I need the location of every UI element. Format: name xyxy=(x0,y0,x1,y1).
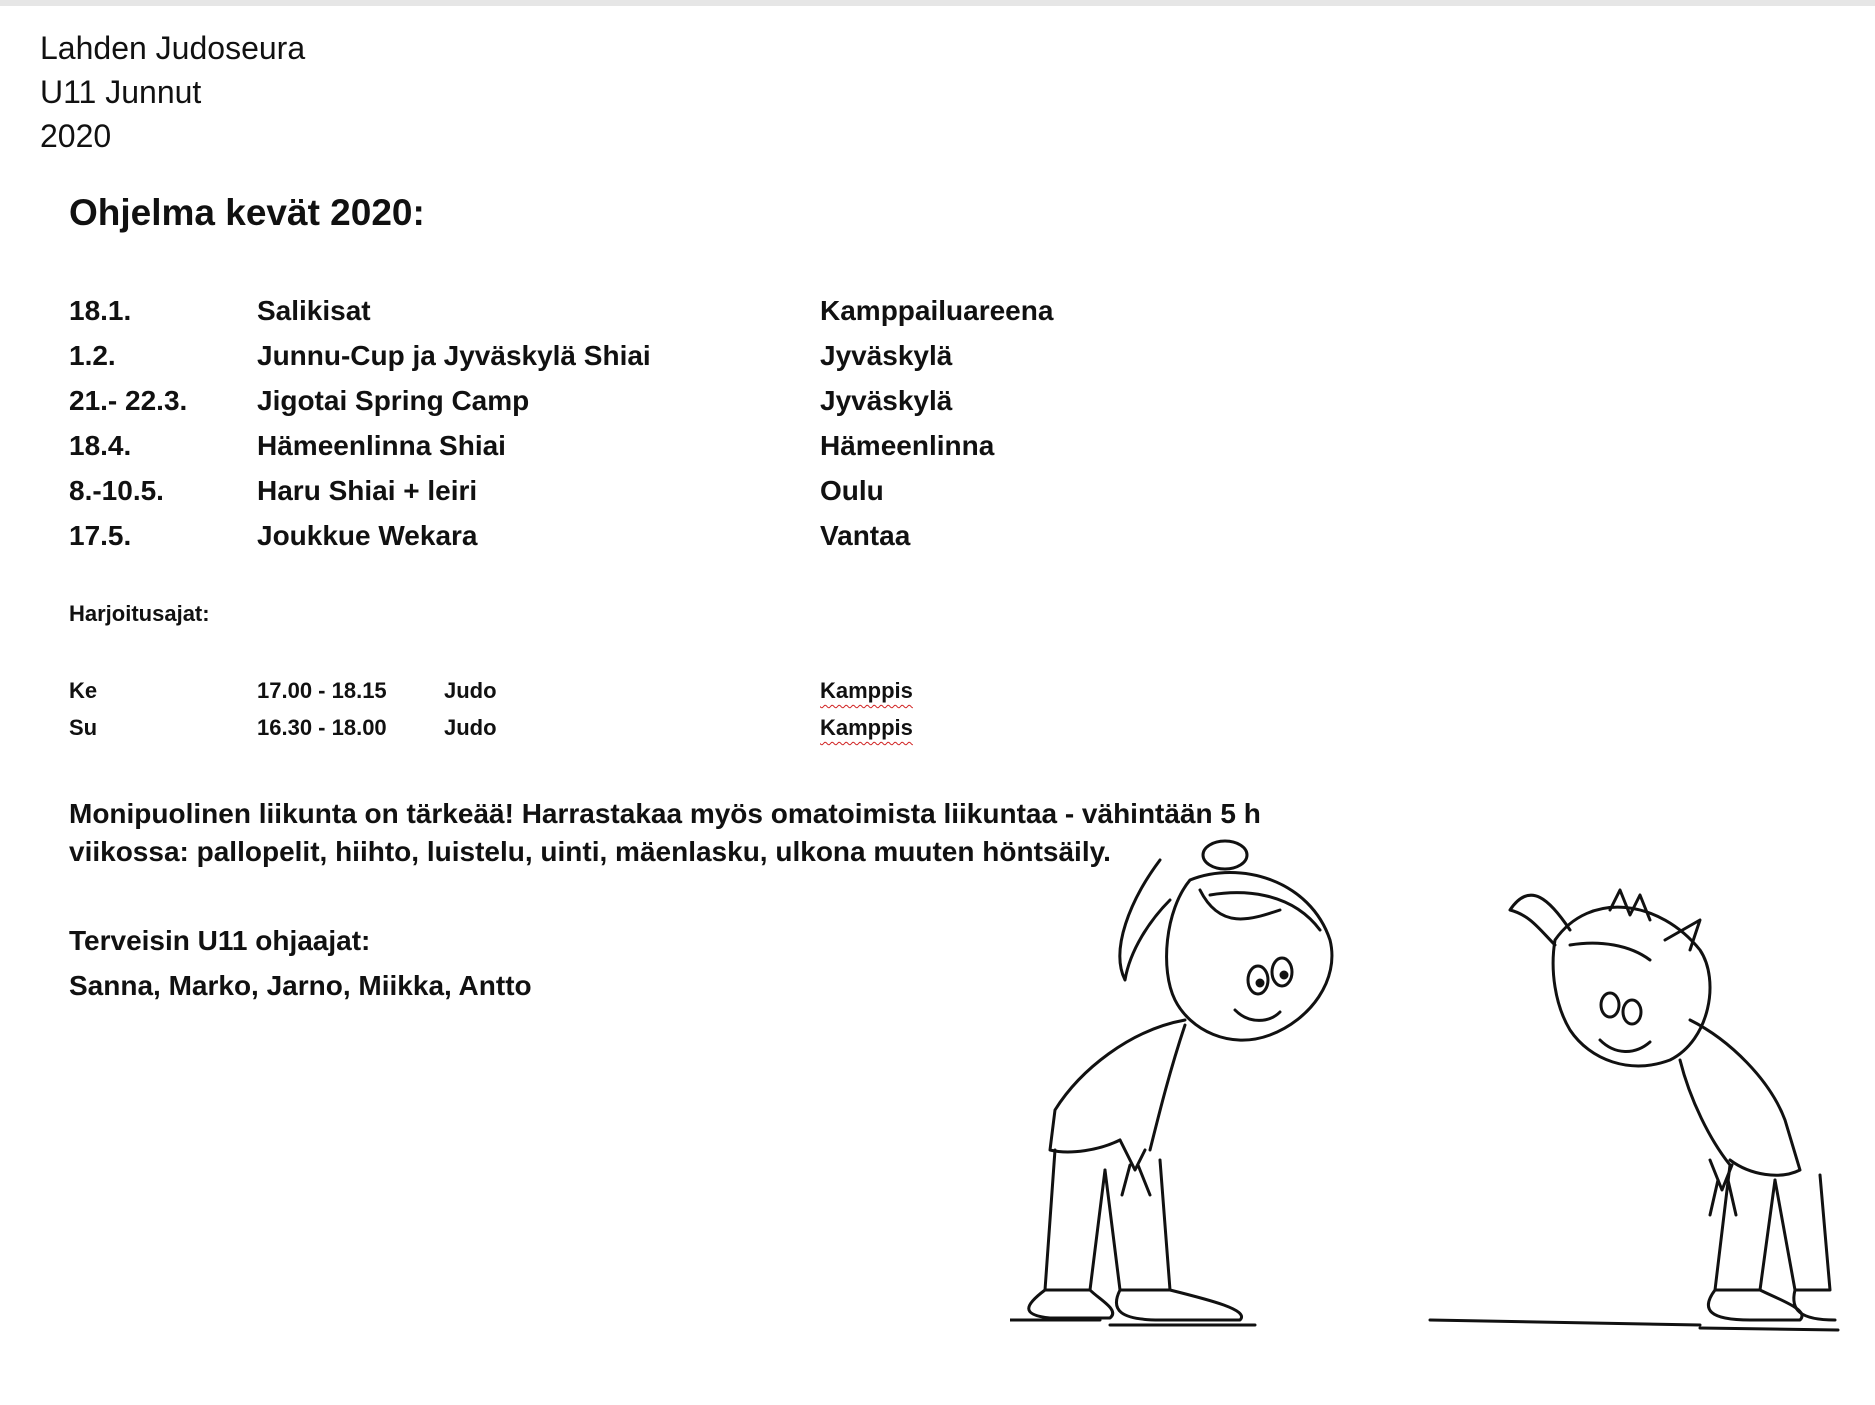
training-day: Su xyxy=(69,715,98,740)
event-name: Hämeenlinna Shiai xyxy=(257,430,506,461)
group-name: U11 Junnut xyxy=(40,74,202,110)
event-place: Kamppailuareena xyxy=(820,295,1054,326)
event-date: 1.2. xyxy=(69,340,116,371)
event-name: Salikisat xyxy=(257,295,371,326)
document-header xyxy=(40,26,305,158)
event-name: Joukkue Wekara xyxy=(257,520,478,551)
training-place: Kamppis xyxy=(820,678,913,703)
training-heading: Harjoitusajat: xyxy=(69,601,210,626)
event-name: Jigotai Spring Camp xyxy=(257,385,530,416)
training-activity: Judo xyxy=(444,678,497,703)
boy-figure xyxy=(1430,890,1838,1330)
training-activity: Judo xyxy=(444,715,497,740)
event-place: Jyväskylä xyxy=(820,340,953,371)
event-place: Oulu xyxy=(820,475,884,506)
training-time: 17.00 - 18.15 xyxy=(257,678,387,703)
greeting-line: Terveisin U11 ohjaajat: xyxy=(69,925,371,956)
club-name: Lahden Judoseura xyxy=(40,30,306,66)
event-date: 17.5. xyxy=(69,520,132,551)
coach-names: Sanna, Marko, Jarno, Miikka, Antto xyxy=(69,970,532,1001)
girl-figure xyxy=(1010,841,1332,1325)
training-place: Kamppis xyxy=(820,715,913,740)
year: 2020 xyxy=(40,118,112,154)
event-date: 8.-10.5. xyxy=(69,475,164,506)
top-border xyxy=(0,0,1875,6)
event-date: 18.1. xyxy=(69,295,132,326)
event-date: 18.4. xyxy=(69,430,132,461)
event-name: Haru Shiai + leiri xyxy=(257,475,478,506)
event-date: 21.- 22.3. xyxy=(69,385,188,416)
event-place: Jyväskylä xyxy=(820,385,953,416)
bowing-judo-kids-illustration xyxy=(1010,820,1840,1350)
training-day: Ke xyxy=(69,678,98,703)
event-place: Vantaa xyxy=(820,520,911,551)
event-name: Junnu-Cup ja Jyväskylä Shiai xyxy=(257,340,651,371)
page-title: Ohjelma kevät 2020: xyxy=(69,192,425,233)
training-time: 16.30 - 18.00 xyxy=(257,715,387,740)
message-paragraph: Monipuolinen liikunta on tärkeää! Harrastakaa myös omatoimista liikuntaa - vähintään 5 h viikossa: pallopelit, hiihto, luistelu, uinti, mäenlasku, ulkona muuten höntsäily. xyxy=(69,798,1261,867)
event-place: Hämeenlinna xyxy=(820,430,995,461)
